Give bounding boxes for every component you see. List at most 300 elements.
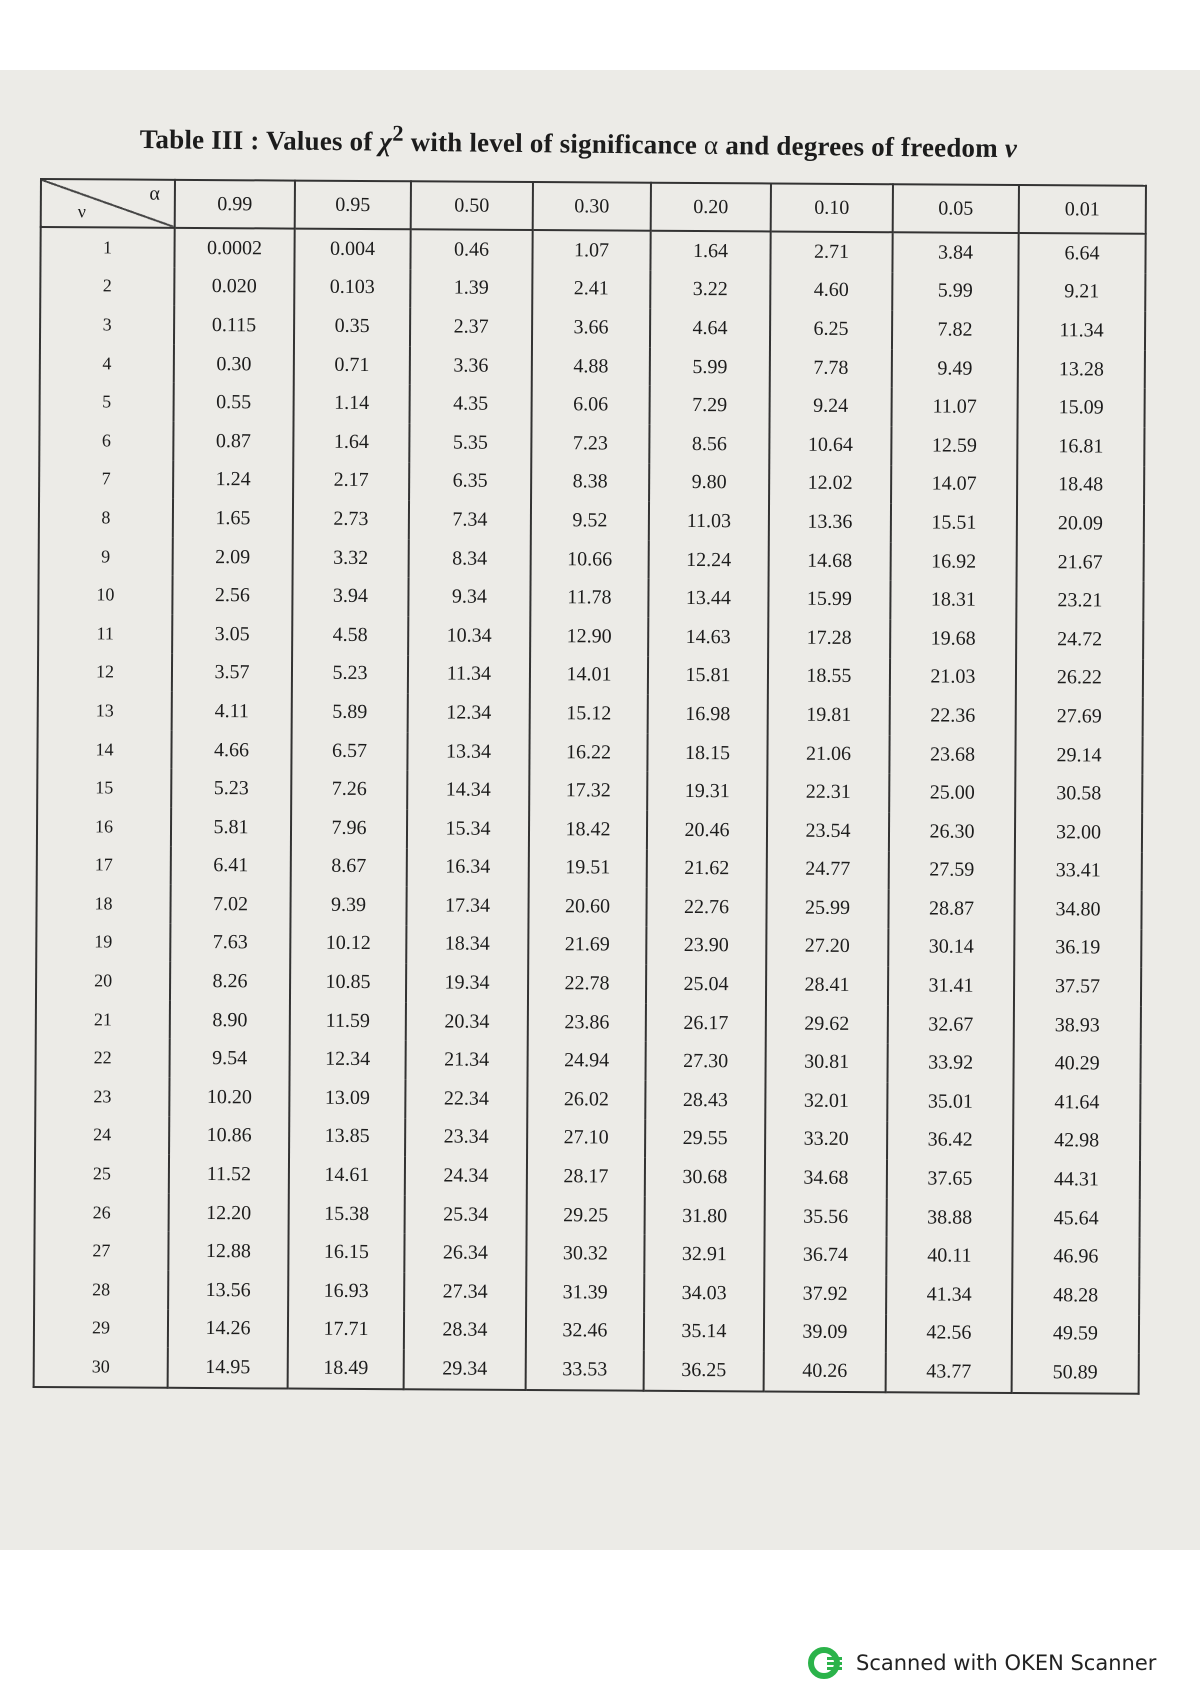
table-row [35,1154,1140,1199]
chi-square-value-cell: 5.23 [292,654,408,693]
chi-square-value-cell: 6.06 [532,385,650,424]
chi-square-value-cell: 1.64 [293,423,409,462]
chi-square-value-cell: 30.14 [888,928,1014,967]
degrees-of-freedom-cell: 1 [40,227,174,267]
chi-square-value-cell: 16.34 [407,848,529,887]
chi-square-value-cell: 11.07 [891,388,1017,427]
chi-square-value-cell: 12.90 [530,617,648,656]
chi-square-value-cell: 0.103 [294,268,410,307]
chi-square-value-cell: 10.85 [290,963,406,1002]
chi-square-value-cell: 0.87 [173,422,293,461]
chi-square-value-cell: 0.020 [174,267,294,306]
chi-square-value-cell: 27.10 [527,1119,645,1158]
chi-square-value-cell: 2.71 [770,231,892,271]
chi-square-value-cell: 31.39 [526,1273,644,1312]
degrees-of-freedom-cell: 10 [38,575,172,614]
degrees-of-freedom-cell: 18 [36,884,170,923]
chi-square-value-cell: 6.64 [1018,233,1145,273]
chi-square-value-cell: 7.34 [409,500,531,539]
chi-square-value-cell: 30.58 [1015,774,1142,813]
corner-cell [41,179,175,228]
chi-square-value-cell: 2.56 [172,576,292,615]
chi-square-value-cell: 48.28 [1012,1276,1139,1315]
table-row [37,845,1142,890]
chi-square-value-cell: 5.81 [171,808,291,847]
chi-square-value-cell: 2.17 [293,461,409,500]
chi-square-value-cell: 0.115 [174,306,294,345]
chi-square-value-cell: 42.56 [886,1314,1012,1353]
table-row [37,730,1142,775]
chi-square-value-cell: 11.34 [408,655,530,694]
degrees-of-freedom-cell: 12 [38,653,172,692]
degrees-of-freedom-cell: 28 [34,1270,168,1309]
oken-scanner-logo-icon [808,1645,844,1681]
chi-square-value-cell: 28.87 [888,889,1014,928]
degrees-of-freedom-cell: 14 [37,730,171,769]
table-row [40,305,1145,350]
chi-square-value-cell: 12.34 [290,1040,406,1079]
chi-square-value-cell: 19.31 [647,772,767,811]
table-row [38,614,1143,659]
chi-square-value-cell: 37.65 [887,1159,1013,1198]
table-row [34,1231,1139,1276]
chi-square-value-cell: 40.29 [1013,1044,1140,1083]
chi-square-value-cell: 38.93 [1014,1006,1141,1045]
chi-square-value-cell: 31.41 [888,966,1014,1005]
degrees-of-freedom-cell: 17 [37,845,171,884]
degrees-of-freedom-cell: 5 [40,382,174,421]
chi-square-value-cell: 32.91 [644,1235,764,1274]
chi-square-value-cell: 19.51 [529,848,647,887]
title-alpha-symbol: α [703,129,719,161]
chi-square-value-cell: 29.14 [1015,736,1142,775]
chi-square-value-cell: 22.34 [405,1079,527,1118]
chi-square-value-cell: 11.52 [169,1155,289,1194]
chi-square-value-cell: 5.99 [650,348,770,387]
chi-square-value-cell: 11.34 [1018,311,1145,350]
table-body [34,227,1146,1394]
chi-square-value-cell: 17.71 [288,1310,404,1349]
header-row [41,179,1146,234]
chi-square-value-cell: 12.88 [168,1232,288,1271]
table-row [35,1193,1140,1238]
degrees-of-freedom-cell: 25 [35,1154,169,1193]
chi-square-value-cell: 32.46 [526,1312,644,1351]
chi-square-value-cell: 33.53 [526,1350,644,1390]
chi-square-value-cell: 29.25 [527,1196,645,1235]
chi-square-value-cell: 9.80 [649,463,769,502]
table-row [38,691,1143,736]
chi-square-value-cell: 42.98 [1013,1122,1140,1161]
alpha-header-cell: 0.10 [771,183,893,232]
chi-square-value-cell: 10.12 [290,924,406,963]
chi-square-value-cell: 14.01 [530,656,648,695]
chi-square-value-cell: 30.68 [645,1158,765,1197]
chi-square-value-cell: 24.94 [527,1041,645,1080]
degrees-of-freedom-cell: 4 [40,344,174,383]
chi-square-value-cell: 0.71 [294,345,410,384]
degrees-of-freedom-cell: 13 [38,691,172,730]
chi-square-value-cell: 37.92 [764,1274,886,1313]
chi-square-value-cell: 44.31 [1013,1160,1140,1199]
chi-square-value-cell: 18.49 [288,1349,404,1389]
chi-square-value-cell: 27.20 [766,927,888,966]
chi-square-value-cell: 16.22 [529,733,647,772]
title-middle-1: with level of significance [403,126,705,160]
chi-square-value-cell: 3.57 [172,653,292,692]
chi-square-value-cell: 13.85 [289,1117,405,1156]
chi-square-value-cell: 30.81 [765,1043,887,1082]
chi-square-value-cell: 28.17 [527,1157,645,1196]
degrees-of-freedom-cell: 29 [34,1309,168,1348]
table-row [36,1038,1141,1083]
chi-square-value-cell: 15.99 [768,580,890,619]
chi-square-value-cell: 27.30 [645,1042,765,1081]
chi-square-value-cell: 22.76 [646,888,766,927]
chi-square-value-cell: 15.34 [407,809,529,848]
chi-square-value-cell: 26.34 [404,1234,526,1273]
chi-square-value-cell: 1.24 [173,460,293,499]
title-prefix: Table III : Values of [139,123,380,157]
chi-square-value-cell: 18.48 [1017,466,1144,505]
chi-square-value-cell: 8.34 [409,539,531,578]
alpha-header-cell: 0.01 [1019,185,1146,234]
table-row [40,344,1145,389]
chi-square-value-cell: 7.29 [650,386,770,425]
chi-square-value-cell: 28.41 [766,966,888,1005]
chi-square-value-cell: 5.23 [171,769,291,808]
chi-square-value-cell: 10.64 [769,425,891,464]
degrees-of-freedom-cell: 11 [38,614,172,653]
chi-square-value-cell: 21.69 [528,926,646,965]
chi-square-value-cell: 14.61 [289,1156,405,1195]
chi-square-value-cell: 43.77 [886,1352,1012,1392]
chi-square-value-cell: 4.35 [410,385,532,424]
chi-square-value-cell: 20.34 [406,1002,528,1041]
chi-square-value-cell: 13.09 [289,1079,405,1118]
degrees-of-freedom-cell: 21 [36,1000,170,1039]
chi-square-value-cell: 22.36 [890,696,1016,735]
chi-square-value-cell: 9.52 [531,501,649,540]
chi-square-value-cell: 15.51 [891,503,1017,542]
chi-square-value-cell: 0.55 [174,383,294,422]
chi-square-value-cell: 18.31 [890,581,1016,620]
chi-square-value-cell: 28.43 [645,1081,765,1120]
chi-square-value-cell: 8.26 [170,962,290,1001]
chi-square-value-cell: 27.59 [889,851,1015,890]
chi-square-value-cell: 26.30 [889,812,1015,851]
chi-square-value-cell: 10.20 [169,1078,289,1117]
chi-square-value-cell: 18.55 [768,657,890,696]
table-row [37,807,1142,852]
chi-square-value-cell: 38.88 [887,1198,1013,1237]
chi-square-value-cell: 4.66 [171,731,291,770]
chi-square-value-cell: 4.88 [532,347,650,386]
alpha-header-cell: 0.05 [893,184,1019,233]
chi-square-value-cell: 3.36 [410,346,532,385]
chi-square-value-cell: 34.03 [644,1274,764,1313]
chi-square-value-cell: 8.90 [170,1001,290,1040]
degrees-of-freedom-cell: 7 [39,460,173,499]
chi-square-value-cell: 10.34 [408,616,530,655]
chi-square-value-cell: 25.99 [766,889,888,928]
chi-square-value-cell: 7.23 [531,424,649,463]
chi-square-value-cell: 35.01 [887,1082,1013,1121]
chi-square-value-cell: 11.59 [290,1001,406,1040]
table-row [40,227,1145,273]
chi-square-value-cell: 23.90 [646,926,766,965]
table-row [38,653,1143,698]
chi-square-value-cell: 2.41 [532,270,650,309]
chi-square-value-cell: 39.09 [764,1313,886,1352]
chi-square-value-cell: 16.92 [891,542,1017,581]
chi-square-value-cell: 18.42 [529,810,647,849]
chi-square-value-cell: 29.55 [645,1119,765,1158]
chi-square-value-cell: 8.38 [531,463,649,502]
chi-square-value-cell: 13.28 [1018,350,1145,389]
chi-square-value-cell: 3.94 [292,577,408,616]
chi-square-value-cell: 1.64 [650,231,770,271]
table-row [34,1347,1139,1393]
degrees-of-freedom-cell: 2 [40,267,174,306]
chi-square-value-cell: 24.34 [405,1156,527,1195]
table-row [37,768,1142,813]
table-row [39,460,1144,505]
chi-square-value-cell: 1.07 [532,230,650,270]
chi-square-value-cell: 21.67 [1017,543,1144,582]
chi-square-value-cell: 30.32 [526,1234,644,1273]
chi-square-value-cell: 17.32 [529,771,647,810]
chi-square-value-cell: 32.00 [1015,813,1142,852]
chi-square-value-cell: 5.99 [892,272,1018,311]
chi-square-value-cell: 14.07 [891,465,1017,504]
chi-square-value-cell: 5.35 [409,423,531,462]
alpha-header-cell: 0.20 [651,183,771,232]
chi-square-value-cell: 3.22 [650,270,770,309]
chi-square-value-cell: 4.64 [650,309,770,348]
chi-square-value-cell: 27.69 [1016,697,1143,736]
alpha-header-cell: 0.99 [175,180,295,229]
chi-square-value-cell: 25.04 [646,965,766,1004]
chi-square-value-cell: 3.05 [172,615,292,654]
table-row [39,421,1144,466]
chi-square-value-cell: 0.0002 [174,228,294,268]
table-row [35,1077,1140,1122]
chi-square-value-cell: 31.80 [645,1197,765,1236]
chi-square-value-cell: 2.73 [293,500,409,539]
degrees-of-freedom-cell: 24 [35,1116,169,1155]
chi-square-value-cell: 9.21 [1018,273,1145,312]
chi-square-value-cell: 6.25 [770,310,892,349]
chi-square-value-cell: 9.54 [170,1039,290,1078]
chi-square-table [33,178,1147,1395]
chi-square-value-cell: 1.14 [294,384,410,423]
chi-square-value-cell: 35.56 [765,1197,887,1236]
chi-square-value-cell: 9.39 [290,886,406,925]
degrees-of-freedom-cell: 9 [39,537,173,576]
chi-square-value-cell: 7.26 [291,770,407,809]
chi-square-value-cell: 6.35 [409,462,531,501]
chi-square-value-cell: 18.15 [647,733,767,772]
chi-square-value-cell: 21.62 [647,849,767,888]
chi-square-value-cell: 36.25 [644,1351,764,1391]
chi-square-value-cell: 16.15 [288,1233,404,1272]
chi-square-value-cell: 32.01 [765,1082,887,1121]
chi-square-value-cell: 7.02 [170,885,290,924]
chi-square-value-cell: 0.30 [174,345,294,384]
table-row [36,923,1141,968]
chi-square-value-cell: 22.31 [767,773,889,812]
table-row [34,1309,1139,1354]
chi-square-value-cell: 14.63 [648,618,768,657]
chi-square-value-cell: 0.35 [294,307,410,346]
chi-square-value-cell: 20.60 [528,887,646,926]
chi-square-value-cell: 8.56 [649,425,769,464]
title-superscript: 2 [392,120,404,146]
degrees-of-freedom-cell: 27 [34,1231,168,1270]
chi-square-value-cell: 26.17 [646,1004,766,1043]
chi-square-value-cell: 22.78 [528,964,646,1003]
chi-square-value-cell: 16.81 [1017,427,1144,466]
chi-square-value-cell: 26.22 [1016,659,1143,698]
table-row [39,498,1144,543]
table-row [40,267,1145,312]
chi-square-value-cell: 27.34 [404,1272,526,1311]
degrees-of-freedom-cell: 3 [40,305,174,344]
alpha-header-cell: 0.50 [411,181,533,230]
chi-square-value-cell: 21.34 [406,1041,528,1080]
corner-nu-label: ν [77,201,86,222]
chi-square-value-cell: 7.78 [770,348,892,387]
degrees-of-freedom-cell: 6 [39,421,173,460]
chi-square-value-cell: 50.89 [1012,1353,1139,1393]
chi-square-value-cell: 33.92 [887,1044,1013,1083]
degrees-of-freedom-cell: 23 [35,1077,169,1116]
chi-square-value-cell: 7.63 [170,923,290,962]
table-row [40,382,1145,427]
chi-square-value-cell: 23.68 [889,735,1015,774]
chi-square-value-cell: 34.68 [765,1159,887,1198]
chi-square-value-cell: 14.34 [407,771,529,810]
degrees-of-freedom-cell: 16 [37,807,171,846]
chi-square-value-cell: 6.57 [291,731,407,770]
title-chi-symbol: χ [379,126,393,157]
chi-square-value-cell: 32.67 [888,1005,1014,1044]
chi-square-value-cell: 18.34 [406,925,528,964]
chi-square-value-cell: 8.67 [291,847,407,886]
chi-square-value-cell: 0.004 [294,229,410,269]
chi-square-value-cell: 7.82 [892,310,1018,349]
table-row [36,1000,1141,1045]
chi-square-value-cell: 23.54 [767,811,889,850]
chi-square-value-cell: 25.00 [889,774,1015,813]
chi-square-value-cell: 19.81 [768,696,890,735]
chi-square-value-cell: 33.20 [765,1120,887,1159]
chi-square-value-cell: 15.12 [530,694,648,733]
chi-square-value-cell: 20.09 [1017,504,1144,543]
chi-square-value-cell: 12.02 [769,464,891,503]
chi-square-value-cell: 36.19 [1014,929,1141,968]
title-middle-2: and degrees of freedom [718,130,1006,164]
chi-square-value-cell: 25.34 [405,1195,527,1234]
scanner-watermark-text: Scanned with OKEN Scanner [856,1651,1157,1675]
degrees-of-freedom-cell: 8 [39,498,173,537]
chi-square-value-cell: 34.80 [1014,890,1141,929]
chi-square-value-cell: 2.09 [173,538,293,577]
chi-square-value-cell: 4.60 [770,271,892,310]
table-row [34,1270,1139,1315]
chi-square-value-cell: 19.68 [890,619,1016,658]
chi-square-value-cell: 14.95 [168,1348,288,1388]
table-row [38,575,1143,620]
chi-square-value-cell: 35.14 [644,1312,764,1351]
chi-square-value-cell: 29.34 [404,1349,526,1389]
chi-square-value-cell: 10.86 [169,1116,289,1155]
chi-square-value-cell: 3.84 [892,232,1018,272]
chi-square-value-cell: 15.38 [289,1194,405,1233]
chi-square-value-cell: 21.03 [890,658,1016,697]
chi-square-value-cell: 11.78 [530,578,648,617]
chi-square-value-cell: 4.11 [172,692,292,731]
chi-square-value-cell: 13.36 [769,503,891,542]
chi-square-value-cell: 13.56 [168,1271,288,1310]
table-row [35,1116,1140,1161]
title-nu-symbol: ν [1004,133,1018,164]
chi-square-value-cell: 10.66 [531,540,649,579]
table-row [36,884,1141,929]
table-row [39,537,1144,582]
chi-square-value-cell: 19.34 [406,964,528,1003]
chi-square-value-cell: 41.64 [1013,1083,1140,1122]
chi-square-value-cell: 36.74 [764,1236,886,1275]
chi-square-value-cell: 1.39 [410,269,532,308]
chi-square-value-cell: 41.34 [886,1275,1012,1314]
chi-square-value-cell: 9.24 [770,387,892,426]
chi-square-value-cell: 20.46 [647,811,767,850]
chi-square-value-cell: 4.58 [292,615,408,654]
chi-square-value-cell: 1.65 [173,499,293,538]
chi-square-value-cell: 14.68 [769,541,891,580]
chi-square-value-cell: 16.93 [288,1272,404,1311]
chi-square-value-cell: 37.57 [1014,967,1141,1006]
chi-square-value-cell: 14.26 [168,1309,288,1348]
chi-square-value-cell: 6.41 [171,846,291,885]
chi-square-value-cell: 28.34 [404,1311,526,1350]
chi-square-value-cell: 17.28 [768,618,890,657]
chi-square-value-cell: 40.26 [764,1352,886,1392]
chi-square-value-cell: 9.49 [892,349,1018,388]
degrees-of-freedom-cell: 26 [35,1193,169,1232]
chi-square-value-cell: 40.11 [886,1237,1012,1276]
chi-square-value-cell: 23.21 [1016,581,1143,620]
degrees-of-freedom-cell: 15 [37,768,171,807]
chi-square-value-cell: 12.59 [891,426,1017,465]
chi-square-value-cell: 23.34 [405,1118,527,1157]
chi-square-value-cell: 9.34 [408,578,530,617]
chi-square-value-cell: 13.44 [648,579,768,618]
chi-square-value-cell: 36.42 [887,1121,1013,1160]
chi-square-value-cell: 24.77 [767,850,889,889]
chi-square-value-cell: 21.06 [767,734,889,773]
degrees-of-freedom-cell: 22 [36,1038,170,1077]
degrees-of-freedom-cell: 30 [34,1347,168,1387]
chi-square-value-cell: 17.34 [406,886,528,925]
chi-square-value-cell: 0.46 [410,229,532,269]
alpha-header-cell: 0.30 [533,182,651,231]
scanner-watermark [808,1645,1156,1681]
chi-square-value-cell: 33.41 [1015,851,1142,890]
chi-square-value-cell: 24.72 [1016,620,1143,659]
